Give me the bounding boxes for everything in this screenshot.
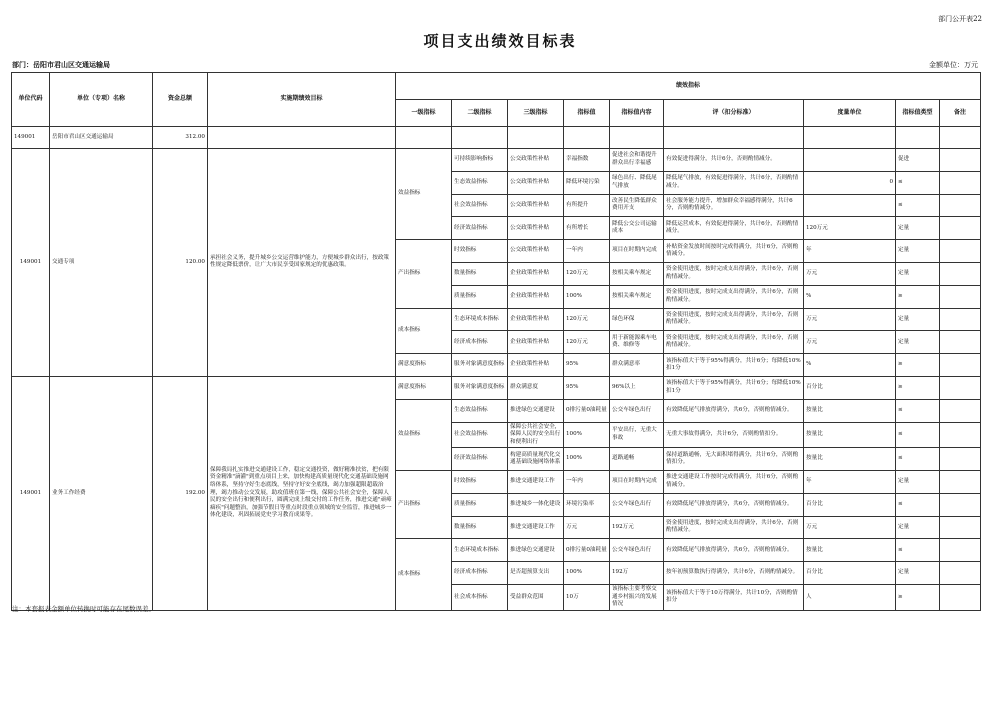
value-type: 定量 — [896, 471, 940, 494]
indicator-level1: 效益指标 — [396, 149, 452, 240]
value-type: ≥ — [896, 376, 940, 399]
value-type: ≤ — [896, 194, 940, 217]
indicator-level1: 满意度指标 — [396, 376, 452, 399]
indicator-level3: 保障公共社会安全，保障人民的安全出行和便利出行 — [508, 422, 564, 448]
indicator-content: 96%以上 — [610, 376, 664, 399]
remark — [940, 422, 981, 448]
col-amount: 资金总额 — [153, 73, 208, 127]
indicator-content: 公交车绿色出行 — [610, 493, 664, 516]
remark — [940, 285, 981, 308]
value-type: 定量 — [896, 331, 940, 354]
value-type: 定量 — [896, 516, 940, 539]
value-type: ≥ — [896, 584, 940, 610]
project-code: 149001 — [12, 376, 50, 610]
indicator-level2: 经济成本指标 — [452, 331, 508, 354]
indicator-level1: 产出指标 — [396, 240, 452, 308]
indicator-level3: 群众满意度 — [508, 376, 564, 399]
measure-unit: 万元 — [804, 516, 896, 539]
department-label: 部门：岳阳市君山区交通运输局 — [12, 60, 110, 69]
measure-unit — [804, 194, 896, 217]
remark — [940, 149, 981, 172]
measure-unit: 按量比 — [804, 399, 896, 422]
indicator-level3: 企业政策性补贴 — [508, 308, 564, 331]
indicator-content: 绿色环保 — [610, 308, 664, 331]
summary-row — [12, 127, 981, 149]
indicator-value: 100% — [564, 285, 610, 308]
indicator-content: 按相关乘车规定 — [610, 285, 664, 308]
indicator-level3: 推进城乡一体化建设 — [508, 493, 564, 516]
indicator-value: 一年内 — [564, 240, 610, 263]
indicator-content: 群众满意率 — [610, 354, 664, 377]
col-lvl3: 三级指标 — [508, 100, 564, 127]
measure-unit: 百分比 — [804, 562, 896, 585]
remark — [940, 539, 981, 562]
remark — [940, 516, 981, 539]
value-type: ≥ — [896, 354, 940, 377]
measure-unit: 万元 — [804, 262, 896, 285]
indicator-level3: 企业政策性补贴 — [508, 354, 564, 377]
indicator-level2: 生态环境成本指标 — [452, 539, 508, 562]
indicator-level3: 公交政策性补贴 — [508, 149, 564, 172]
indicator-level3: 企业政策性补贴 — [508, 331, 564, 354]
indicator-level3: 公交政策性补贴 — [508, 194, 564, 217]
scoring-standard: 该指标值大于等于95%得满分，共计6分；每降低10%扣1分 — [664, 376, 804, 399]
indicator-level3: 推进绿色交通建设 — [508, 399, 564, 422]
amount-unit-label: 金额单位：万元 — [929, 61, 978, 69]
indicator-content: 绿色出行、降低尾气排放 — [610, 171, 664, 194]
scoring-standard: 资金使用进度，按时完成支出得满分，共计6分，否则酌情减分。 — [664, 331, 804, 354]
indicator-content: 该指标主要考察交通乡村振兴的发展情况 — [610, 584, 664, 610]
indicator-level2: 经济成本指标 — [452, 562, 508, 585]
value-type: ≤ — [896, 171, 940, 194]
project-target: 承担社会义务，提升城乡公交运营维护能力，方便城乡群众出行，按政策性规定降低票价，让广大市民享受国家规定的优惠政策。 — [208, 149, 396, 377]
scoring-standard: 资金使用进度，按时完成支出得满分，共计6分，否则酌情减分。 — [664, 285, 804, 308]
indicator-value: 一年内 — [564, 471, 610, 494]
project-name: 业务工作经费 — [50, 376, 153, 610]
indicator-value: 幸福指数 — [564, 149, 610, 172]
indicator-content: 用于新能源乘车电费、维修等 — [610, 331, 664, 354]
indicator-value: 万元 — [564, 516, 610, 539]
scoring-standard: 降低运营成本，有效促进得满分，共计6分，否则酌情减分。 — [664, 217, 804, 240]
remark — [940, 584, 981, 610]
scoring-standard: 该指标值大于等于10万得满分，共计10分，否则酌情扣分 — [664, 584, 804, 610]
measure-unit: 0 — [804, 171, 896, 194]
project-target: 保障我局扎实推进交通建设工作，稳定交通投资，做好精准扶贫，把有限资金精准"滴灌"到重点项目上来，加快构建高质量现代化交通基础设施网络体系，坚持守好生态底线，坚持守好安全底线，竭力加强超限超载治理，竭力推动公交发展，助攻值班在第一线，保障公共社会安全，保障人民的安全出行和便利出行，圆满完成上级交付的工作任务，推进交通"顽瘴痼疾"问题整治，加强节假日等重点时段重点领域的安全监管，推进城乡一体化建设，巩固拓展党史学习教育成果等。 — [208, 376, 396, 610]
remark — [940, 331, 981, 354]
col-name: 单位（专项）名称 — [50, 73, 153, 127]
indicator-content: 改善民生降低群众费用开支 — [610, 194, 664, 217]
indicator-level3: 推进交通建设工作 — [508, 516, 564, 539]
indicator-value: 10万 — [564, 584, 610, 610]
indicator-level3: 受益群众范围 — [508, 584, 564, 610]
indicator-level1: 成本指标 — [396, 308, 452, 354]
remark — [940, 240, 981, 263]
value-type: 定量 — [896, 217, 940, 240]
value-type: ≤ — [896, 422, 940, 448]
indicator-level2: 时效指标 — [452, 471, 508, 494]
measure-unit: % — [804, 354, 896, 377]
col-lvl2: 二级指标 — [452, 100, 508, 127]
indicator-content: 平安出行，无重大事故 — [610, 422, 664, 448]
remark — [940, 562, 981, 585]
value-type: 定量 — [896, 240, 940, 263]
measure-unit: 按量比 — [804, 448, 896, 471]
scoring-standard: 资金使用进度，按时完成支出得满分，共计6分，否则酌情减分。 — [664, 262, 804, 285]
scoring-standard: 有效促进得满分，共计6分，否则酌情减分。 — [664, 149, 804, 172]
scoring-standard: 推进交通建设工作按时完成得满分，共计6分，否则酌情减分。 — [664, 471, 804, 494]
scoring-standard: 有效降低尾气排放得满分，共6分，否则酌情减分。 — [664, 539, 804, 562]
indicator-level3: 公交政策性补贴 — [508, 240, 564, 263]
remark — [940, 194, 981, 217]
indicator-level3: 推进交通建设工作 — [508, 471, 564, 494]
indicator-level1: 效益指标 — [396, 399, 452, 470]
indicator-content: 按相关乘车规定 — [610, 262, 664, 285]
indicator-level1: 产出指标 — [396, 471, 452, 539]
remark — [940, 262, 981, 285]
indicator-level2: 服务对象满意度指标 — [452, 376, 508, 399]
remark — [940, 308, 981, 331]
project-amount: 192.00 — [153, 376, 208, 610]
remark — [940, 493, 981, 516]
measure-unit: 人 — [804, 584, 896, 610]
scoring-standard: 资金使用进度，按时完成支出得满分，共计6分，否则酌情减分。 — [664, 308, 804, 331]
indicator-level2: 生态环境成本指标 — [452, 308, 508, 331]
project-amount: 120.00 — [153, 149, 208, 377]
indicator-value: 有所增长 — [564, 217, 610, 240]
indicator-level3: 推进绿色交通建设 — [508, 539, 564, 562]
indicator-value: 降低环境污染 — [564, 171, 610, 194]
col-code: 单位代码 — [12, 73, 50, 127]
col-value: 指标值 — [564, 100, 610, 127]
remark — [940, 471, 981, 494]
measure-unit: 万元 — [804, 308, 896, 331]
remark — [940, 399, 981, 422]
performance-target-table — [11, 72, 981, 611]
value-type: ≤ — [896, 448, 940, 471]
scoring-standard: 保持道路通畅，无大面积堵得满分，共计6分，否则酌情扣分。 — [664, 448, 804, 471]
table-number: 部门公开表22 — [938, 15, 982, 23]
indicator-level2: 服务对象满意度指标 — [452, 354, 508, 377]
measure-unit: % — [804, 285, 896, 308]
indicator-level3: 企业政策性补贴 — [508, 262, 564, 285]
page-title: 项目支出绩效目标表 — [423, 32, 577, 50]
value-type: 促进 — [896, 149, 940, 172]
indicator-level3: 是否超预算支出 — [508, 562, 564, 585]
indicator-level3: 企业政策性补贴 — [508, 285, 564, 308]
indicator-level2: 社会效益指标 — [452, 194, 508, 217]
indicator-level2: 生态效益指标 — [452, 171, 508, 194]
summary-code: 149001 — [12, 127, 50, 149]
indicator-value: 100% — [564, 422, 610, 448]
project-code: 149001 — [12, 149, 50, 377]
scoring-standard: 有效降低尾气排放得满分，共6分，否则酌情减分。 — [664, 399, 804, 422]
remark — [940, 171, 981, 194]
col-score: 评（扣分标准） — [664, 100, 804, 127]
value-type: ≥ — [896, 285, 940, 308]
value-type: 定量 — [896, 262, 940, 285]
value-type: ≤ — [896, 493, 940, 516]
indicator-level3: 构建高质量现代化交通基础设施网络体系 — [508, 448, 564, 471]
scoring-standard: 无重大事故得满分，共计6分，否则酌情扣分。 — [664, 422, 804, 448]
indicator-level2: 经济效益指标 — [452, 448, 508, 471]
scoring-standard: 降低尾气排放，有效促进得满分，共计6分，否则酌情减分。 — [664, 171, 804, 194]
indicator-level2: 时效指标 — [452, 240, 508, 263]
col-remark: 备注 — [940, 100, 981, 127]
measure-unit: 120万元 — [804, 217, 896, 240]
col-indicators: 绩效指标 — [396, 73, 981, 100]
measure-unit: 百分比 — [804, 493, 896, 516]
indicator-level2: 质量指标 — [452, 285, 508, 308]
measure-unit: 年 — [804, 240, 896, 263]
indicator-level1: 成本指标 — [396, 539, 452, 610]
measure-unit — [804, 149, 896, 172]
measure-unit: 万元 — [804, 331, 896, 354]
indicator-content: 公交车绿色出行 — [610, 399, 664, 422]
table-row — [12, 376, 981, 399]
indicator-content: 公交车绿色出行 — [610, 539, 664, 562]
remark — [940, 448, 981, 471]
indicator-value: 95% — [564, 376, 610, 399]
col-content: 指标值内容 — [610, 100, 664, 127]
measure-unit: 按量比 — [804, 422, 896, 448]
indicator-level2: 可持续影响指标 — [452, 149, 508, 172]
indicator-content: 促进社会和谐提升群众出行幸福感 — [610, 149, 664, 172]
indicator-level1: 满意度指标 — [396, 354, 452, 377]
indicator-content: 项目在时期内完成 — [610, 471, 664, 494]
remark — [940, 217, 981, 240]
indicator-value: 0排污量0油耗量 — [564, 399, 610, 422]
value-type: 定量 — [896, 308, 940, 331]
measure-unit: 按量比 — [804, 539, 896, 562]
indicator-value: 100% — [564, 562, 610, 585]
value-type: ≤ — [896, 399, 940, 422]
col-target: 实施期绩效目标 — [208, 73, 396, 127]
remark — [940, 354, 981, 377]
project-name: 交通专项 — [50, 149, 153, 377]
scoring-standard: 资金使用进度，按时完成支出得满分，共计6分，否则酌情减分。 — [664, 516, 804, 539]
indicator-level2: 数量指标 — [452, 262, 508, 285]
indicator-level3: 公交政策性补贴 — [508, 171, 564, 194]
indicator-value: 环境污染率 — [564, 493, 610, 516]
indicator-value: 120万元 — [564, 308, 610, 331]
col-lvl1: 一级指标 — [396, 100, 452, 127]
table-row — [12, 149, 981, 172]
indicator-value: 0排污量0油耗量 — [564, 539, 610, 562]
indicator-content: 降低公交公司运输成本 — [610, 217, 664, 240]
indicator-level2: 社会效益指标 — [452, 422, 508, 448]
summary-name: 岳阳市君山区交通运输局 — [50, 127, 153, 149]
scoring-standard: 补贴资金发放时间按时完成得满分，共计6分，否则酌情减分。 — [664, 240, 804, 263]
indicator-value: 95% — [564, 354, 610, 377]
indicator-value: 120万元 — [564, 331, 610, 354]
measure-unit: 百分比 — [804, 376, 896, 399]
indicator-content: 道路通畅 — [610, 448, 664, 471]
indicator-value: 100% — [564, 448, 610, 471]
indicator-content: 项目在时期内完成 — [610, 240, 664, 263]
indicator-level2: 生态效益指标 — [452, 399, 508, 422]
indicator-level2: 质量指标 — [452, 493, 508, 516]
remark — [940, 376, 981, 399]
scoring-standard: 有效降低尾气排放得满分，共6分，否则酌情减分。 — [664, 493, 804, 516]
indicator-level2: 经济效益指标 — [452, 217, 508, 240]
col-vtype: 指标值类型 — [896, 100, 940, 127]
indicator-content: 192万 — [610, 562, 664, 585]
indicator-level2: 数量指标 — [452, 516, 508, 539]
indicator-value: 有所提升 — [564, 194, 610, 217]
scoring-standard: 社会服务能力提升，增加群众幸福感得满分，共计6分，否则酌情减分。 — [664, 194, 804, 217]
indicator-level3: 公交政策性补贴 — [508, 217, 564, 240]
scoring-standard: 该指标值大于等于95%得满分，共计6分；每降低10%扣1分 — [664, 354, 804, 377]
col-measure: 度量单位 — [804, 100, 896, 127]
summary-amount: 312.00 — [153, 127, 208, 149]
indicator-value: 120万元 — [564, 262, 610, 285]
value-type: ≤ — [896, 539, 940, 562]
value-type: 定量 — [896, 562, 940, 585]
indicator-content: 192万元 — [610, 516, 664, 539]
measure-unit: 年 — [804, 471, 896, 494]
footnote: 注：本套报表金额单位转换时可能存在尾数误差。 — [12, 605, 155, 613]
indicator-level2: 社会成本指标 — [452, 584, 508, 610]
scoring-standard: 按年初预算数执行得满分，共计6分，否则酌情减分。 — [664, 562, 804, 585]
